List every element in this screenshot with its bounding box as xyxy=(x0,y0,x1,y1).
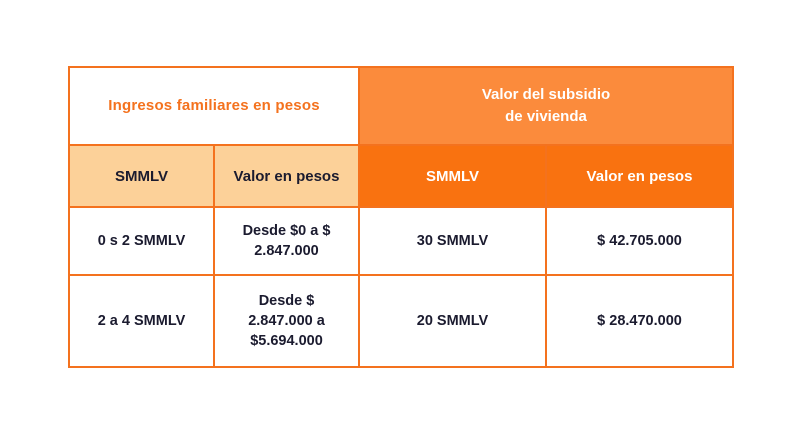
row1-income-pesos-line1: Desde $0 a $ xyxy=(242,222,331,239)
row2-income-pesos-line1: Desde $ xyxy=(258,292,315,309)
header-subsidy-title xyxy=(359,67,733,145)
header-income-title: Ingresos familiares en pesos xyxy=(69,67,359,145)
header-income-smmlv: SMMLV xyxy=(69,145,214,207)
header-income-pesos: Valor en pesos xyxy=(214,145,359,207)
header-subsidy-title-line2: de vivienda xyxy=(505,108,587,125)
subsidy-table-container xyxy=(68,66,732,368)
row2-income-pesos-line2: 2.847.000 a xyxy=(248,312,325,329)
row1-income-pesos xyxy=(214,207,359,275)
row1-subsidy-pesos: $ 42.705.000 xyxy=(546,207,733,275)
row2-subsidy-smmlv: 20 SMMLV xyxy=(359,275,546,367)
table-header-row-sub xyxy=(69,145,733,207)
table-row xyxy=(69,207,733,275)
table-row xyxy=(69,275,733,367)
subsidy-table xyxy=(68,66,734,368)
header-subsidy-pesos: Valor en pesos xyxy=(546,145,733,207)
row2-subsidy-pesos: $ 28.470.000 xyxy=(546,275,733,367)
row1-subsidy-smmlv: 30 SMMLV xyxy=(359,207,546,275)
header-subsidy-smmlv: SMMLV xyxy=(359,145,546,207)
row1-income-smmlv: 0 s 2 SMMLV xyxy=(69,207,214,275)
table-header-row-top xyxy=(69,67,733,145)
row2-income-smmlv: 2 a 4 SMMLV xyxy=(69,275,214,367)
row2-income-pesos xyxy=(214,275,359,367)
row2-income-pesos-line3: $5.694.000 xyxy=(250,333,323,350)
header-subsidy-title-line1: Valor del subsidio xyxy=(481,86,611,104)
row1-income-pesos-line2: 2.847.000 xyxy=(254,243,319,259)
